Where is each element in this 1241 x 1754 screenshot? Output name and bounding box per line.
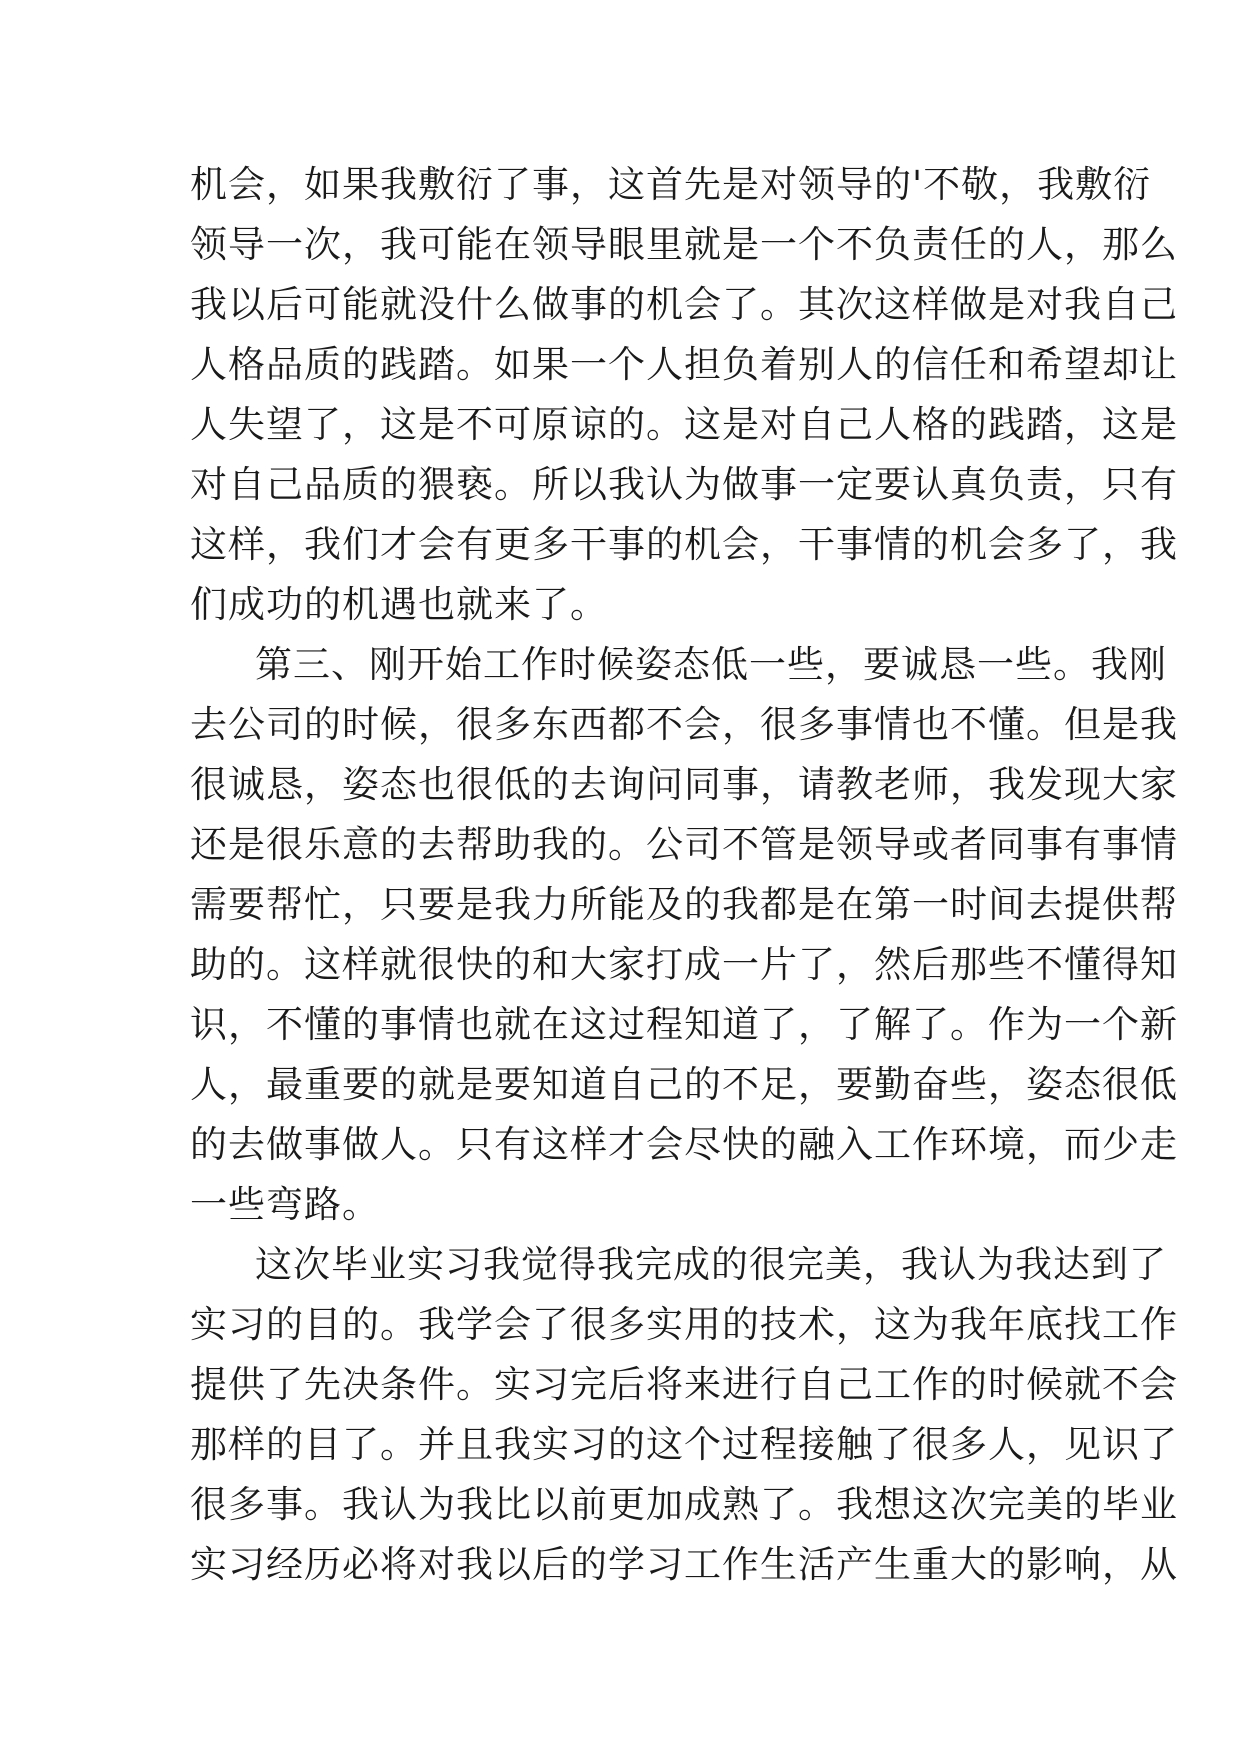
text-line: 去公司的时候，很多东西都不会，很多事情也不懂。但是我 — [190, 703, 1178, 746]
text-line: 实习的目的。我学会了很多实用的技术，这为我年底找工作 — [190, 1303, 1178, 1346]
text-line: 机会，如果我敷衍了事，这首先是对领导的'不敬，我敷衍 — [190, 163, 1152, 206]
text-line: 实习经历必将对我以后的学习工作生活产生重大的影响，从 — [190, 1543, 1178, 1586]
text-line: 很多事。我认为我比以前更加成熟了。我想这次完美的毕业 — [190, 1483, 1178, 1526]
text-line: 助的。这样就很快的和大家打成一片了，然后那些不懂得知 — [190, 943, 1178, 986]
text-line: 这样，我们才会有更多干事的机会，干事情的机会多了，我 — [190, 523, 1178, 566]
text-line: 提供了先决条件。实习完后将来进行自己工作的时候就不会 — [190, 1363, 1178, 1406]
text-line: 需要帮忙，只要是我力所能及的我都是在第一时间去提供帮 — [190, 883, 1178, 926]
text-line: 人，最重要的就是要知道自己的不足，要勤奋些，姿态很低 — [190, 1063, 1178, 1106]
text-line: 的去做事做人。只有这样才会尽快的融入工作环境，而少走 — [190, 1123, 1178, 1166]
paragraph-first-line: 这次毕业实习我觉得我完成的很完美，我认为我达到了 — [255, 1243, 1167, 1286]
text-line: 一些弯路。 — [190, 1183, 380, 1226]
text-line: 人失望了，这是不可原谅的。这是对自己人格的践踏，这是 — [190, 403, 1178, 446]
paragraph-first-line: 第三、刚开始工作时候姿态低一些，要诚恳一些。我刚 — [255, 643, 1167, 686]
text-line: 我以后可能就没什么做事的机会了。其次这样做是对我自己 — [190, 283, 1178, 326]
text-line: 们成功的机遇也就来了。 — [190, 583, 608, 626]
text-line: 那样的目了。并且我实习的这个过程接触了很多人，见识了 — [190, 1423, 1178, 1466]
text-line: 识，不懂的事情也就在这过程知道了，了解了。作为一个新 — [190, 1003, 1178, 1046]
text-line: 领导一次，我可能在领导眼里就是一个不负责任的人，那么 — [190, 223, 1178, 266]
text-line: 很诚恳，姿态也很低的去询问同事，请教老师，我发现大家 — [190, 763, 1178, 806]
text-line: 对自己品质的猥亵。所以我认为做事一定要认真负责，只有 — [190, 463, 1178, 506]
text-line: 人格品质的践踏。如果一个人担负着别人的信任和希望却让 — [190, 343, 1178, 386]
text-line: 还是很乐意的去帮助我的。公司不管是领导或者同事有事情 — [190, 823, 1178, 866]
